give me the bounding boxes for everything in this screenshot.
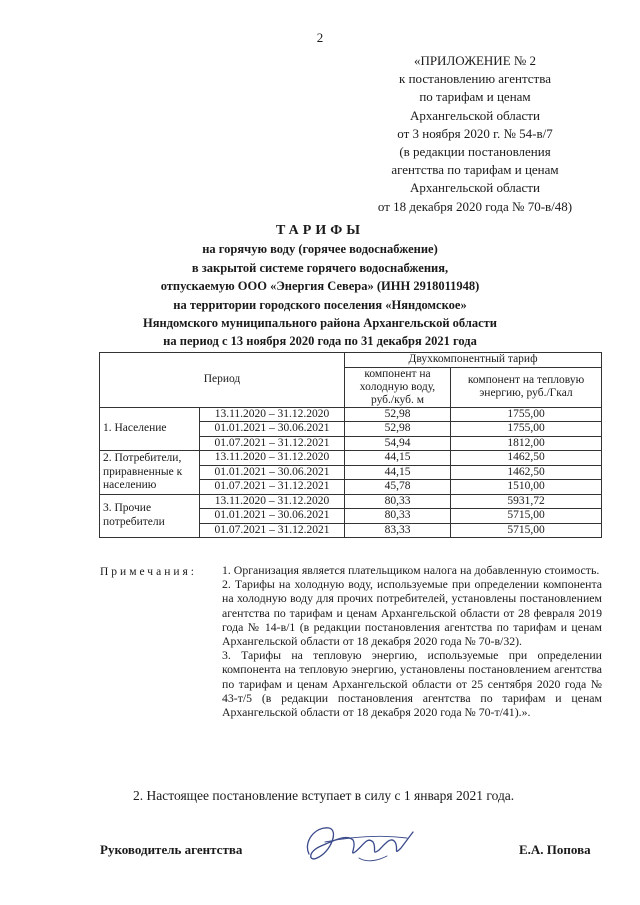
notes-block xyxy=(222,563,602,719)
water-column-header: компонент на холодную воду, руб./куб. м xyxy=(345,367,451,407)
heat-value-cell: 5715,00 xyxy=(451,523,602,538)
heat-column-header: компонент на тепловую энергию, руб./Гкал xyxy=(451,367,602,407)
period-cell: 01.01.2021 – 30.06.2021 xyxy=(200,509,345,524)
period-cell: 01.07.2021 – 31.12.2021 xyxy=(200,436,345,451)
document-title: ТАРИФЫ xyxy=(276,223,364,238)
heat-value-cell: 1510,00 xyxy=(451,480,602,495)
period-cell: 01.07.2021 – 31.12.2021 xyxy=(200,523,345,538)
water-value-cell: 80,33 xyxy=(345,494,451,509)
signature-image xyxy=(295,812,425,872)
water-value-cell: 44,15 xyxy=(345,451,451,466)
subtitle-line: на период с 13 ноября 2020 года по 31 декабря 2021 года xyxy=(163,334,477,349)
appendix-line: от 3 ноября 2020 г. № 54-в/7 xyxy=(397,125,553,141)
signer-title: Руководитель агентства xyxy=(100,842,243,857)
water-value-cell: 54,94 xyxy=(345,436,451,451)
category-cell: 3. Прочие потребители xyxy=(100,494,200,538)
heat-value-cell: 1462,50 xyxy=(451,451,602,466)
appendix-line: по тарифам и ценам xyxy=(419,89,531,105)
signer-name: Е.А. Попова xyxy=(519,842,591,857)
heat-value-cell: 5715,00 xyxy=(451,509,602,524)
period-cell: 13.11.2020 – 31.12.2020 xyxy=(200,451,345,466)
period-cell: 13.11.2020 – 31.12.2020 xyxy=(200,494,345,509)
appendix-line: Архангельской области xyxy=(410,180,540,196)
note-item: 2. Тарифы на холодную воду, используемые при определении компонента на холодную воду для прочих потребителей, установлены постановлением агентства по тарифам и ценам Архангельской области от 28 февраля 2019 года № 14-в/1 (в редакции постановления агентства по тарифам и ценам Архангельской области от 18 декабря 2020 года № 70-в/32). xyxy=(222,577,602,649)
category-cell: 2. Потребители, приравненные к населению xyxy=(100,451,200,495)
appendix-line: от 18 декабря 2020 года № 70-в/48) xyxy=(377,198,573,214)
subtitle-line: в закрытой системе горячего водоснабжения, xyxy=(191,260,449,275)
table-row xyxy=(100,451,602,466)
heat-value-cell: 1462,50 xyxy=(451,465,602,480)
appendix-line: (в редакции постановления xyxy=(399,144,551,160)
water-value-cell: 52,98 xyxy=(345,422,451,437)
category-cell: 1. Население xyxy=(100,407,200,451)
appendix-line: к постановлению агентства xyxy=(399,71,551,87)
table-row xyxy=(100,494,602,509)
period-cell: 01.01.2021 – 30.06.2021 xyxy=(200,465,345,480)
subtitle-line: на территории городского поселения «Няндомское» xyxy=(173,297,467,312)
period-cell: 01.01.2021 – 30.06.2021 xyxy=(200,422,345,437)
table-row xyxy=(100,407,602,422)
water-value-cell: 45,78 xyxy=(345,480,451,495)
period-cell: 13.11.2020 – 31.12.2020 xyxy=(200,407,345,422)
water-value-cell: 83,33 xyxy=(345,523,451,538)
period-header: Период xyxy=(100,353,345,408)
subtitle-line: Няндомского муниципального района Архангельской области xyxy=(143,316,497,331)
tariff-table xyxy=(99,352,602,538)
water-value-cell: 80,33 xyxy=(345,509,451,524)
appendix-line: агентства по тарифам и ценам xyxy=(391,162,559,178)
tariff-header: Двухкомпонентный тариф xyxy=(345,353,602,368)
water-value-cell: 52,98 xyxy=(345,407,451,422)
document-title-block xyxy=(60,222,580,351)
heat-value-cell: 5931,72 xyxy=(451,494,602,509)
note-item: 1. Организация является плательщиком налога на добавленную стоимость. xyxy=(222,563,600,577)
appendix-line: «ПРИЛОЖЕНИЕ № 2 xyxy=(413,53,537,68)
subtitle-line: на горячую воду (горячее водоснабжение) xyxy=(202,242,438,257)
page-number: 2 xyxy=(316,30,324,45)
heat-value-cell: 1812,00 xyxy=(451,436,602,451)
period-cell: 01.07.2021 – 31.12.2021 xyxy=(200,480,345,495)
heat-value-cell: 1755,00 xyxy=(451,407,602,422)
notes-label: Примечания: xyxy=(100,566,197,578)
water-value-cell: 44,15 xyxy=(345,465,451,480)
effective-clause: 2. Настоящее постановление вступает в силу с 1 января 2021 года. xyxy=(133,788,515,803)
note-item: 3. Тарифы на тепловую энергию, используемые при определении компонента на тепловую энергию, установлены постановлением агентства по тарифам и ценам Архангельской области от 25 сентября 2020 года № 43-т/5 (в редакции постановления агентства по тарифам и ценам Архангельской области от 18 декабря 2020 года № 70-т/41).». xyxy=(222,648,602,720)
appendix-header xyxy=(360,52,590,216)
subtitle-line: отпускаемую ООО «Энергия Севера» (ИНН 2918011948) xyxy=(160,279,480,294)
heat-value-cell: 1755,00 xyxy=(451,422,602,437)
appendix-line: Архангельской области xyxy=(410,107,540,123)
